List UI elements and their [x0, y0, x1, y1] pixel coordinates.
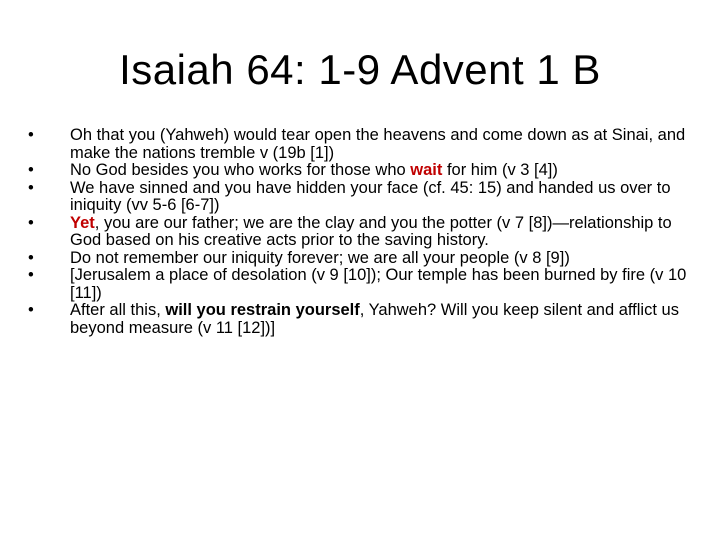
bullet-item: [25, 267, 695, 302]
bullet-text: , Yahweh? Will you keep silent and afflict us beyond measure (v 11 [12])]: [70, 301, 679, 337]
bullet-text: We have sinned and you have hidden your face (cf. 45: 15) and handed us over to iniquity (vv 5-6 [6-7]): [70, 178, 671, 214]
bullet-dot: •: [28, 178, 34, 197]
bullet-item: [25, 180, 695, 215]
bullet-dot: •: [28, 213, 34, 232]
bullet-item: [25, 127, 695, 162]
bullet-text: [Jerusalem a place of desolation (v 9 [10]); Our temple has been burned by fire (v 10 [11]): [70, 266, 687, 302]
bullet-text: , you are our father; we are the clay and you the potter (v 7 [8])—relationship to God based on his creative acts prior to the saving history.: [70, 213, 672, 249]
bullet-dot: •: [28, 266, 34, 284]
bullet-list: [25, 127, 695, 337]
bullet-text: No God besides you who works for those who: [70, 161, 411, 179]
bullet-item: [25, 250, 695, 268]
bullet-text: Do not remember our iniquity forever; we are all your people (v 8 [9]): [70, 248, 570, 267]
slide-title: Isaiah 64: 1-9 Advent 1 B: [119, 46, 601, 93]
bullet-text: Oh that you (Yahweh) would tear open the heavens and come down as at Sinai, and make the nations tremble v (19b [1]): [70, 126, 686, 162]
bullet-item: [25, 215, 695, 250]
bullet-emphasis-bold: will you restrain yourself: [165, 301, 360, 319]
bullet-dot: •: [28, 126, 34, 144]
bullet-item: [25, 302, 695, 337]
bullet-item: [25, 162, 695, 180]
bullet-emphasis-red: wait: [410, 161, 443, 179]
bullet-dot: •: [28, 248, 34, 267]
bullet-dot: •: [28, 301, 34, 319]
bullet-dot: •: [28, 161, 34, 179]
bullet-text: After all this,: [70, 301, 166, 319]
bullet-emphasis-red: Yet: [70, 213, 95, 232]
bullet-text: for him (v 3 [4]): [442, 161, 558, 179]
